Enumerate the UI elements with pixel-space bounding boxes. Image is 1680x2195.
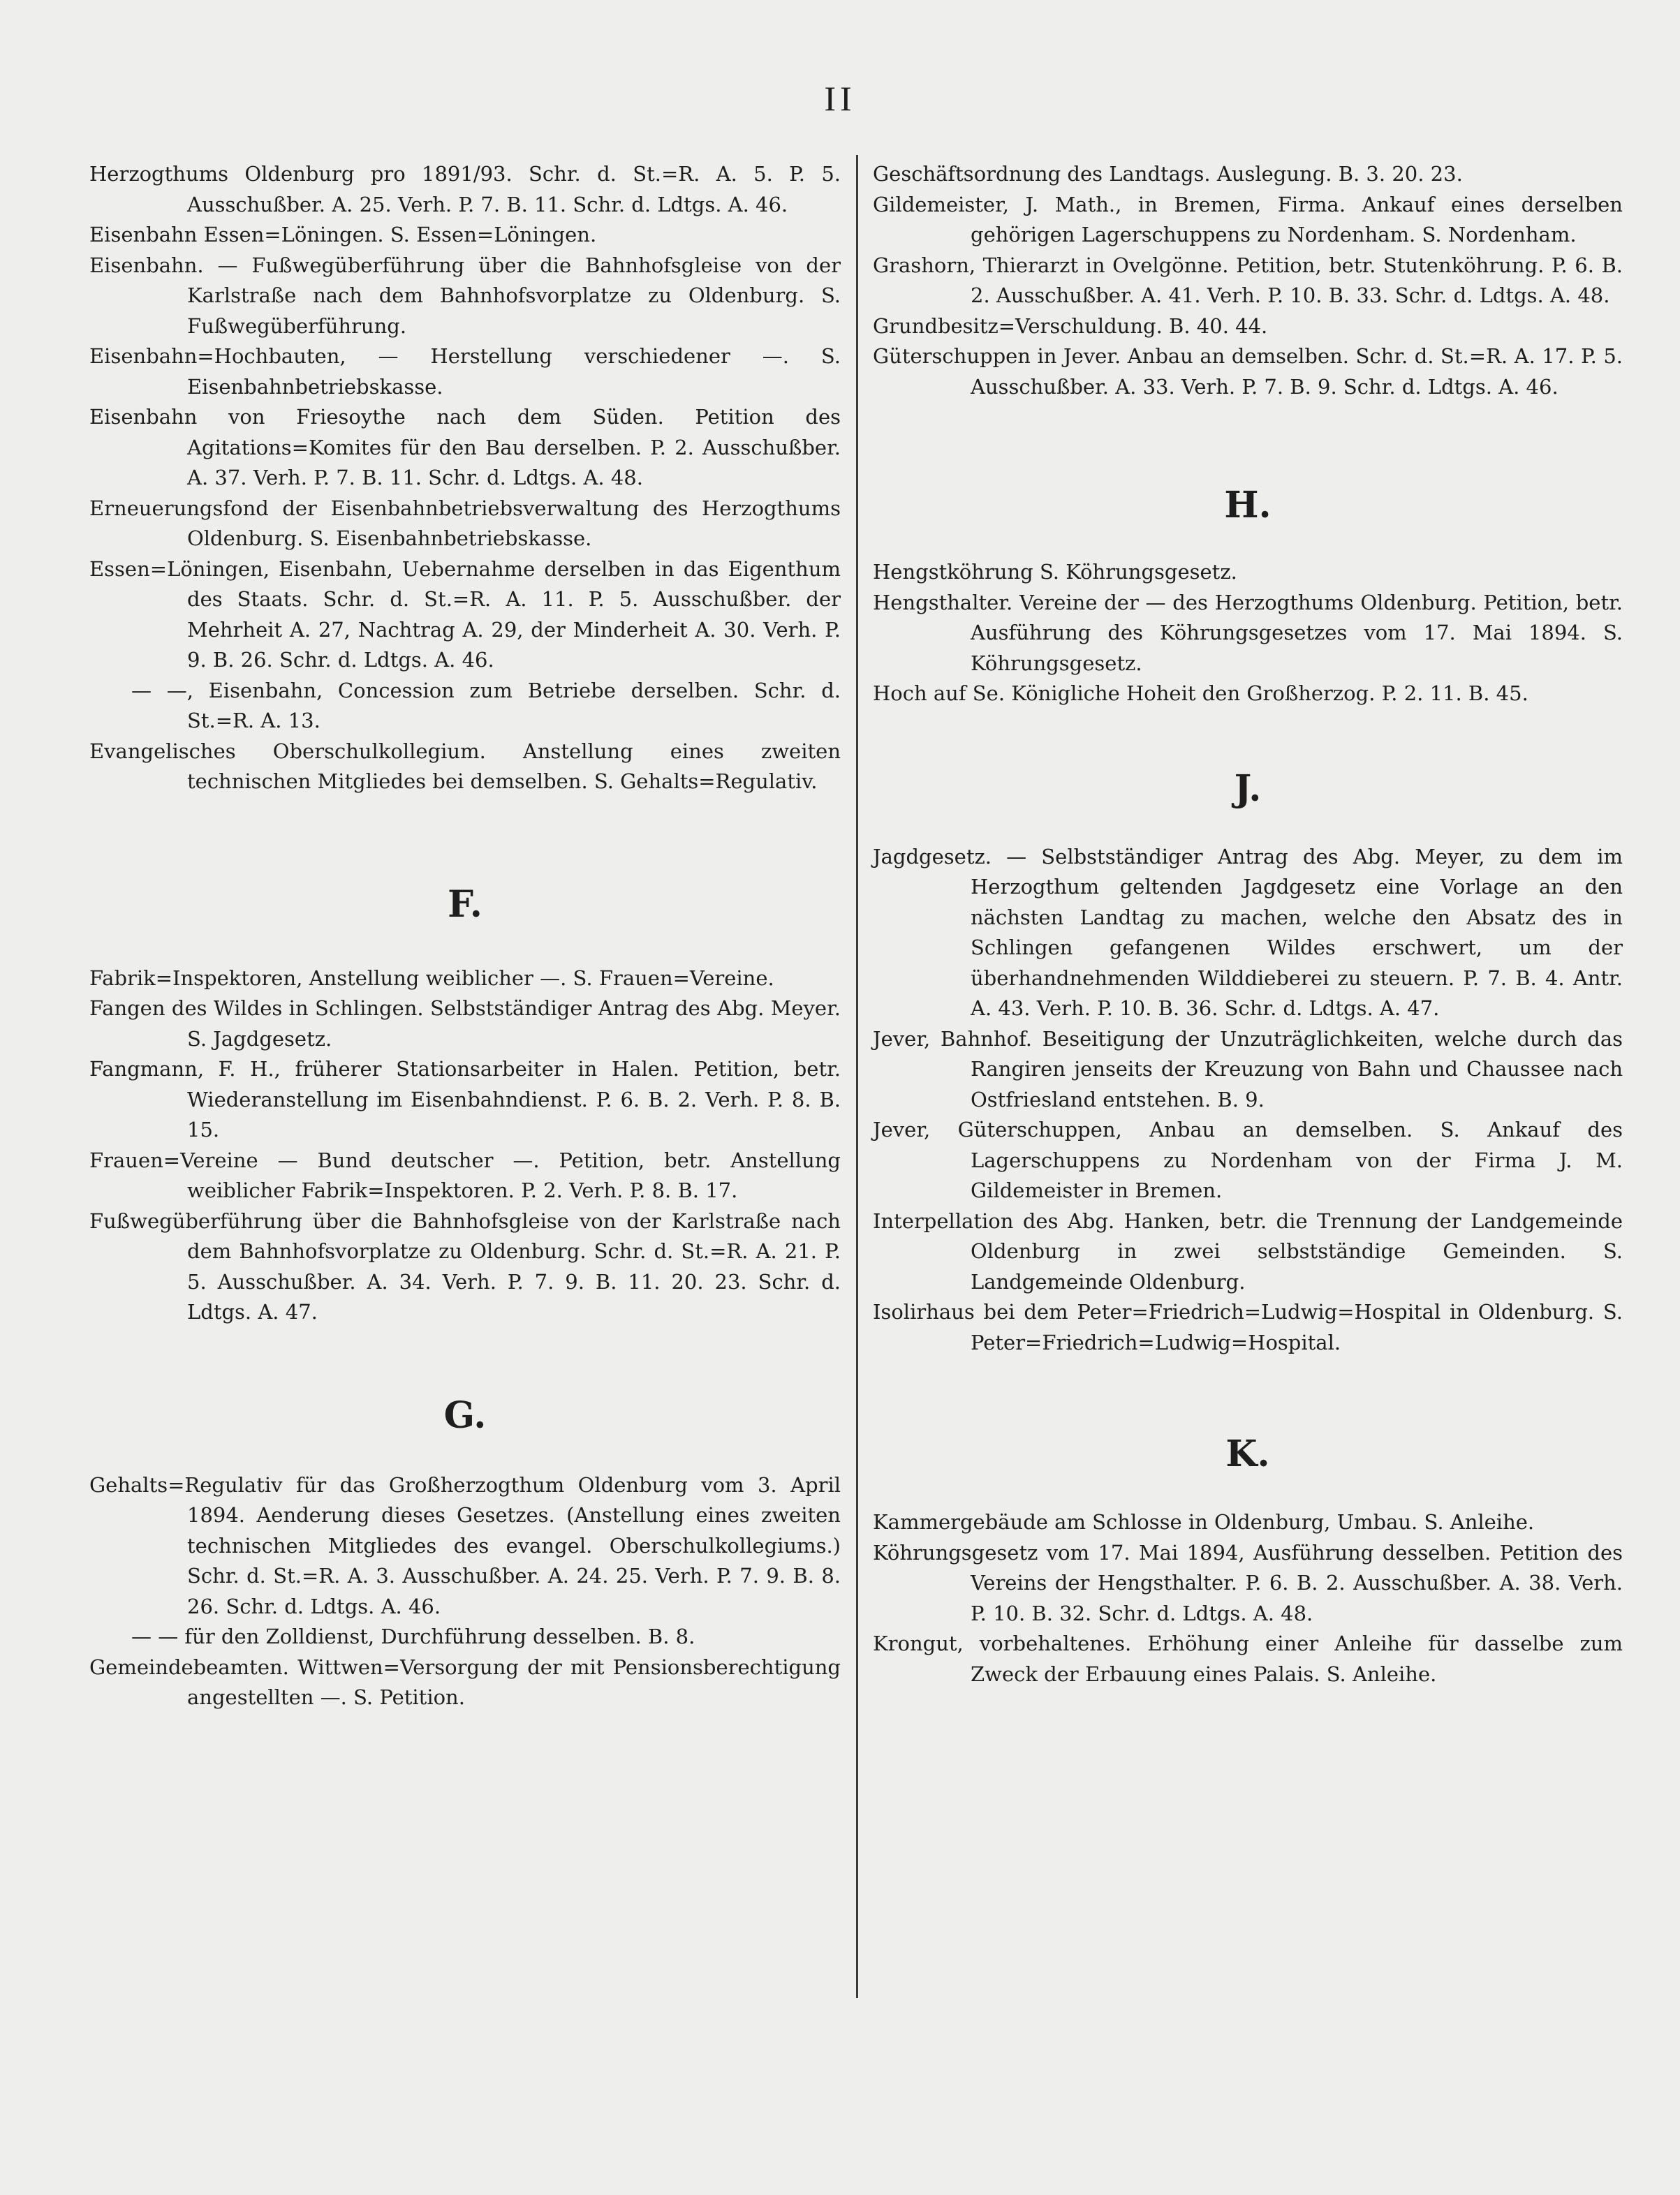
index-entry: Essen=Löningen, Eisenbahn, Uebernahme derselben in das Eigenthum des Staats. Schr. d. St.=R. A. 11. P. 5. Ausschußber. der Mehrheit A. 27, Nachtrag A. 29, der Minderheit A. 30. Verh. P. 9. B. 26. Schr. d. Ldtgs. A. 46. [89,556,841,672]
column-divider [856,155,858,1998]
index-subentry: — —, Eisenbahn, Concession zum Betriebe derselben. Schr. d. St.=R. A. 13. [131,678,841,732]
section-heading-f: F. [448,882,482,926]
index-entry: Fangen des Wildes in Schlingen. Selbstständiger Antrag des Abg. Meyer. S. Jagdgesetz. [89,996,841,1051]
index-entry: Jagdgesetz. — Selbstständiger Antrag des Abg. Meyer, zu dem im Herzogthum geltenden Jagdgesetz eine Vorlage an den nächsten Landtag zu machen, welche den Absatz des in Schlingen gefangenen Wildes erschwert, um der überhandnehmenden Wilddieberei zu steuern. P. 7. B. 4. Antr. A. 43. Verh. P. 10. B. 36. Schr. d. Ldtgs. A. 47. [873,844,1623,1020]
index-entry: Fußwegüberführung über die Bahnhofsgleise von der Karlstraße nach dem Bahnhofsvorplatze zu Oldenburg. Schr. d. St.=R. A. 21. P. 5. Ausschußber. A. 34. Verh. P. 7. 9. B. 11. 20. 23. Schr. d. Ldtgs. A. 47. [89,1209,841,1324]
index-entry: Herzogthums Oldenburg pro 1891/93. Schr. d. St.=R. A. 5. P. 5. Ausschußber. A. 25. Verh. P. 7. B. 11. Schr. d. Ldtgs. A. 46. [89,162,841,216]
left-column [89,159,841,1713]
index-entry: Eisenbahn. — Fußwegüberführung über die Bahnhofsgleise von der Karlstraße nach dem Bahnhofsvorplatze zu Oldenburg. S. Fußwegüberführung. [89,253,841,338]
index-entry: Krongut, vorbehaltenes. Erhöhung einer Anleihe für dasselbe zum Zweck der Erbauung eines Palais. S. Anleihe. [873,1632,1623,1686]
index-entry: Gemeindebeamten. Wittwen=Versorgung der mit Pensionsberechtigung angestellten —. S. Petition. [89,1655,841,1709]
index-entry: Jever, Güterschuppen, Anbau an demselben. S. Ankauf des Lagerschuppens zu Nordenham von der Firma J. M. Gildemeister in Bremen. [873,1118,1623,1202]
section-heading-h: H. [1224,484,1272,526]
index-entry: Grundbesitz=Verschuldung. B. 40. 44. [873,313,1268,338]
index-entry: Erneuerungsfond der Eisenbahnbetriebsverwaltung des Herzogthums Oldenburg. S. Eisenbahnbetriebskasse. [89,496,841,550]
section-heading-k: K. [1225,1433,1270,1475]
index-entry: Interpellation des Abg. Hanken, betr. die Trennung der Landgemeinde Oldenburg in zwei selbstständige Gemeinden. S. Landgemeinde Oldenburg. [873,1209,1623,1294]
index-entry: Hengstköhrung S. Köhrungsgesetz. [873,560,1237,584]
index-entry: Fangmann, F. H., früherer Stationsarbeiter in Halen. Petition, betr. Wiederanstellung im Eisenbahndienst. P. 6. B. 2. Verh. P. 8. B. 15. [89,1057,841,1141]
index-entry: Eisenbahn Essen=Löningen. S. Essen=Löningen. [89,223,597,246]
right-column [873,159,1623,1690]
index-entry: Evangelisches Oberschulkollegium. Anstellung eines zweiten technischen Mitgliedes bei demselben. S. Gehalts=Regulativ. [89,739,841,793]
index-entry: Fabrik=Inspektoren, Anstellung weiblicher —. S. Frauen=Vereine. [89,966,774,990]
index-entry: Grashorn, Thierarzt in Ovelgönne. Petition, betr. Stutenköhrung. P. 6. B. 2. Ausschußber. A. 41. Verh. P. 10. B. 33. Schr. d. Ldtgs. A. 48. [873,253,1623,307]
index-entry: Gehalts=Regulativ für das Großherzogthum Oldenburg vom 3. April 1894. Aenderung dieses Gesetzes. (Anstellung eines zweiten technischen Mitgliedes des evangel. Oberschulkollegiums.) Schr. d. St.=R. A. 3. Ausschußber. A. 24. 25. Verh. P. 7. 9. B. 8. 26. Schr. d. Ldtgs. A. 46. [89,1472,841,1618]
index-entry: Gildemeister, J. Math., in Bremen, Firma. Ankauf eines derselben gehörigen Lagerschuppens zu Nordenham. S. Nordenham. [873,192,1623,246]
index-entry: Frauen=Vereine — Bund deutscher —. Petition, betr. Anstellung weiblicher Fabrik=Inspektoren. P. 2. Verh. P. 8. B. 17. [89,1148,841,1202]
section-heading-j: J. [1234,767,1262,810]
index-entry: Geschäftsordnung des Landtags. Auslegung. B. 3. 20. 23. [873,162,1463,186]
index-entry: Isolirhaus bei dem Peter=Friedrich=Ludwig=Hospital in Oldenburg. S. Peter=Friedrich=Ludwig=Hospital. [873,1300,1623,1354]
index-entry: Kammergebäude am Schlosse in Oldenburg, Umbau. S. Anleihe. [873,1510,1535,1534]
index-entry: Güterschuppen in Jever. Anbau an demselben. Schr. d. St.=R. A. 17. P. 5. Ausschußber. A. 33. Verh. P. 7. B. 9. Schr. d. Ldtgs. A. 46. [873,344,1623,399]
index-entry: Eisenbahn=Hochbauten, — Herstellung verschiedener —. S. Eisenbahnbetriebskasse. [89,344,841,399]
page-number: II [824,79,856,118]
index-entry: Köhrungsgesetz vom 17. Mai 1894, Ausführung desselben. Petition des Vereins der Hengsthalter. P. 6. B. 2. Ausschußber. A. 38. Verh. P. 10. B. 32. Schr. d. Ldtgs. A. 48. [873,1540,1623,1625]
index-entry: Hoch auf Se. Königliche Hoheit den Großherzog. P. 2. 11. B. 45. [873,681,1528,705]
section-heading-g: G. [443,1394,487,1437]
index-entry: Eisenbahn von Friesoythe nach dem Süden. Petition des Agitations=Komites für den Bau derselben. P. 2. Ausschußber. A. 37. Verh. P. 7. B. 11. Schr. d. Ldtgs. A. 48. [89,405,841,489]
index-entry: Jever, Bahnhof. Beseitigung der Unzuträglichkeiten, welche durch das Rangiren jenseits der Kreuzung von Bahn und Chaussee nach Ostfriesland entstehen. B. 9. [873,1026,1623,1111]
index-entry: Hengsthalter. Vereine der — des Herzogthums Oldenburg. Petition, betr. Ausführung des Köhrungsgesetzes vom 17. Mai 1894. S. Köhrungsgesetz. [873,590,1623,675]
index-subentry: — — für den Zolldienst, Durchführung desselben. B. 8. [131,1625,695,1648]
